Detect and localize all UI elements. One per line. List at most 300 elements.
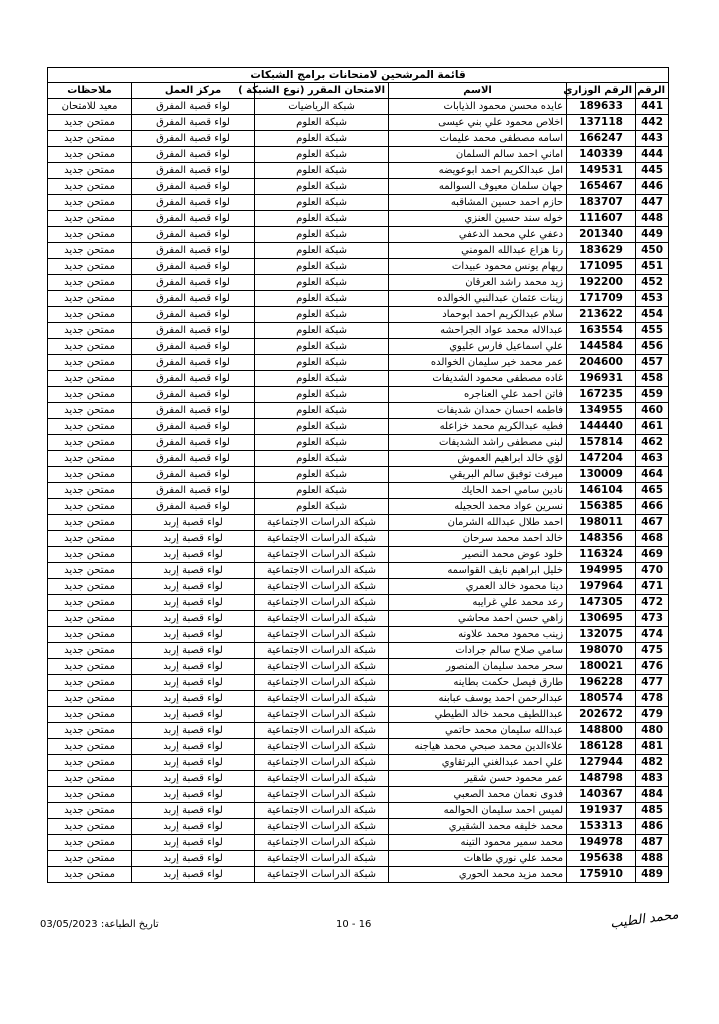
notes-cell: ممتحن جديد bbox=[48, 627, 132, 643]
row-number: 479 bbox=[636, 707, 669, 723]
table-row bbox=[48, 723, 669, 739]
notes-cell: ممتحن جديد bbox=[48, 275, 132, 291]
header-no: الرقم bbox=[636, 83, 669, 99]
work-center: لواء قصبة المفرق bbox=[132, 243, 255, 259]
notes-cell: ممتحن جديد bbox=[48, 227, 132, 243]
candidate-name: عمر محمد خير سليمان الخوالده bbox=[389, 355, 567, 371]
table-row bbox=[48, 643, 669, 659]
notes-cell: ممتحن جديد bbox=[48, 867, 132, 883]
row-number: 473 bbox=[636, 611, 669, 627]
row-number: 448 bbox=[636, 211, 669, 227]
work-center: لواء قصبة إربد bbox=[132, 755, 255, 771]
ministry-number: 180021 bbox=[567, 659, 636, 675]
candidate-name: عبدالله سليمان محمد حاتمي bbox=[389, 723, 567, 739]
work-center: لواء قصبة المفرق bbox=[132, 211, 255, 227]
notes-cell: ممتحن جديد bbox=[48, 403, 132, 419]
table-row bbox=[48, 595, 669, 611]
notes-cell: ممتحن جديد bbox=[48, 595, 132, 611]
ministry-number: 163554 bbox=[567, 323, 636, 339]
header-work-center: مركز العمل bbox=[132, 83, 255, 99]
row-number: 469 bbox=[636, 547, 669, 563]
row-number: 465 bbox=[636, 483, 669, 499]
row-number: 474 bbox=[636, 627, 669, 643]
candidate-name: حازم احمد حسين المشاقبه bbox=[389, 195, 567, 211]
candidate-name: فدوى نعمان محمد الصعبي bbox=[389, 787, 567, 803]
notes-cell: معيد للامتحان bbox=[48, 99, 132, 115]
work-center: لواء قصبة إربد bbox=[132, 515, 255, 531]
exam-network: شبكة العلوم bbox=[255, 483, 389, 499]
row-number: 446 bbox=[636, 179, 669, 195]
candidate-name: عبداللطيف محمد خالد الطيطي bbox=[389, 707, 567, 723]
row-number: 457 bbox=[636, 355, 669, 371]
exam-network: شبكة العلوم bbox=[255, 467, 389, 483]
candidate-name: عايده محسن محمود الذيابات bbox=[389, 99, 567, 115]
ministry-number: 148798 bbox=[567, 771, 636, 787]
row-number: 462 bbox=[636, 435, 669, 451]
exam-network: شبكة الدراسات الاجتماعية bbox=[255, 595, 389, 611]
candidate-name: اسامه مصطفى محمد عليمات bbox=[389, 131, 567, 147]
candidate-name: نسرين عواد محمد الحجيله bbox=[389, 499, 567, 515]
exam-network: شبكة الدراسات الاجتماعية bbox=[255, 691, 389, 707]
table-body bbox=[48, 99, 669, 883]
exam-network: شبكة الرياضيات bbox=[255, 99, 389, 115]
work-center: لواء قصبة المفرق bbox=[132, 387, 255, 403]
table-title: قائمة المرشحين لامتحانات برامج الشبكات bbox=[48, 68, 669, 83]
exam-network: شبكة الدراسات الاجتماعية bbox=[255, 675, 389, 691]
ministry-number: 130695 bbox=[567, 611, 636, 627]
row-number: 441 bbox=[636, 99, 669, 115]
notes-cell: ممتحن جديد bbox=[48, 803, 132, 819]
notes-cell: ممتحن جديد bbox=[48, 451, 132, 467]
notes-cell: ممتحن جديد bbox=[48, 739, 132, 755]
row-number: 472 bbox=[636, 595, 669, 611]
table-row bbox=[48, 371, 669, 387]
row-number: 456 bbox=[636, 339, 669, 355]
notes-cell: ممتحن جديد bbox=[48, 371, 132, 387]
candidate-name: زيد محمد راشد العرقان bbox=[389, 275, 567, 291]
table-row bbox=[48, 803, 669, 819]
table-row bbox=[48, 387, 669, 403]
row-number: 484 bbox=[636, 787, 669, 803]
table-row bbox=[48, 659, 669, 675]
ministry-number: 156385 bbox=[567, 499, 636, 515]
exam-network: شبكة الدراسات الاجتماعية bbox=[255, 755, 389, 771]
candidate-name: خوله سند حسين العنزي bbox=[389, 211, 567, 227]
exam-network: شبكة الدراسات الاجتماعية bbox=[255, 547, 389, 563]
table-row bbox=[48, 211, 669, 227]
row-number: 463 bbox=[636, 451, 669, 467]
work-center: لواء قصبة إربد bbox=[132, 739, 255, 755]
notes-cell: ممتحن جديد bbox=[48, 643, 132, 659]
ministry-number: 147204 bbox=[567, 451, 636, 467]
work-center: لواء قصبة المفرق bbox=[132, 467, 255, 483]
work-center: لواء قصبة المفرق bbox=[132, 403, 255, 419]
table-row bbox=[48, 275, 669, 291]
table-row bbox=[48, 131, 669, 147]
header-exam: الامتحان المقرر (نوع الشبكة ) bbox=[255, 83, 389, 99]
row-number: 451 bbox=[636, 259, 669, 275]
ministry-number: 183707 bbox=[567, 195, 636, 211]
notes-cell: ممتحن جديد bbox=[48, 467, 132, 483]
notes-cell: ممتحن جديد bbox=[48, 195, 132, 211]
candidate-name: محمد علي نوري طاهات bbox=[389, 851, 567, 867]
candidate-name: علاءالدين محمد صبحي محمد هياجنه bbox=[389, 739, 567, 755]
work-center: لواء قصبة إربد bbox=[132, 819, 255, 835]
table-row bbox=[48, 403, 669, 419]
work-center: لواء قصبة المفرق bbox=[132, 483, 255, 499]
ministry-number: 144584 bbox=[567, 339, 636, 355]
candidate-name: لبنى مصطفى راشد الشديفات bbox=[389, 435, 567, 451]
notes-cell: ممتحن جديد bbox=[48, 611, 132, 627]
candidate-name: دينا محمود خالد العمري bbox=[389, 579, 567, 595]
work-center: لواء قصبة المفرق bbox=[132, 163, 255, 179]
work-center: لواء قصبة إربد bbox=[132, 659, 255, 675]
work-center: لواء قصبة إربد bbox=[132, 531, 255, 547]
row-number: 487 bbox=[636, 835, 669, 851]
table-row bbox=[48, 355, 669, 371]
notes-cell: ممتحن جديد bbox=[48, 531, 132, 547]
notes-cell: ممتحن جديد bbox=[48, 163, 132, 179]
candidate-name: سلام عبدالكريم احمد ابوحماد bbox=[389, 307, 567, 323]
exam-network: شبكة العلوم bbox=[255, 403, 389, 419]
row-number: 482 bbox=[636, 755, 669, 771]
candidate-name: غاده مصطفى محمود الشديفات bbox=[389, 371, 567, 387]
table-row bbox=[48, 451, 669, 467]
work-center: لواء قصبة المفرق bbox=[132, 307, 255, 323]
table-row bbox=[48, 819, 669, 835]
exam-network: شبكة العلوم bbox=[255, 291, 389, 307]
table-row bbox=[48, 259, 669, 275]
candidate-name: رنا هزاع عبدالله المومني bbox=[389, 243, 567, 259]
notes-cell: ممتحن جديد bbox=[48, 707, 132, 723]
exam-network: شبكة الدراسات الاجتماعية bbox=[255, 643, 389, 659]
work-center: لواء قصبة إربد bbox=[132, 771, 255, 787]
row-number: 477 bbox=[636, 675, 669, 691]
candidate-name: فاتن احمد علي العناجره bbox=[389, 387, 567, 403]
ministry-number: 144440 bbox=[567, 419, 636, 435]
exam-network: شبكة العلوم bbox=[255, 195, 389, 211]
exam-network: شبكة الدراسات الاجتماعية bbox=[255, 563, 389, 579]
table-row bbox=[48, 499, 669, 515]
candidate-name: زاهي حسن احمد محاشي bbox=[389, 611, 567, 627]
table-row bbox=[48, 339, 669, 355]
candidate-name: جهان سلمان معيوف السوالمه bbox=[389, 179, 567, 195]
candidate-name: ريهام يونس محمود عبيدات bbox=[389, 259, 567, 275]
notes-cell: ممتحن جديد bbox=[48, 547, 132, 563]
work-center: لواء قصبة المفرق bbox=[132, 147, 255, 163]
table-row bbox=[48, 867, 669, 883]
work-center: لواء قصبة إربد bbox=[132, 707, 255, 723]
exam-network: شبكة الدراسات الاجتماعية bbox=[255, 531, 389, 547]
signature: محمد الطيب bbox=[609, 907, 680, 932]
exam-network: شبكة الدراسات الاجتماعية bbox=[255, 835, 389, 851]
notes-cell: ممتحن جديد bbox=[48, 579, 132, 595]
work-center: لواء قصبة المفرق bbox=[132, 499, 255, 515]
candidate-name: اخلاص محمود علي بني عيسى bbox=[389, 115, 567, 131]
notes-cell: ممتحن جديد bbox=[48, 515, 132, 531]
table-row bbox=[48, 147, 669, 163]
ministry-number: 197964 bbox=[567, 579, 636, 595]
notes-cell: ممتحن جديد bbox=[48, 851, 132, 867]
ministry-number: 116324 bbox=[567, 547, 636, 563]
notes-cell: ممتحن جديد bbox=[48, 211, 132, 227]
exam-network: شبكة العلوم bbox=[255, 259, 389, 275]
notes-cell: ممتحن جديد bbox=[48, 723, 132, 739]
exam-network: شبكة العلوم bbox=[255, 499, 389, 515]
page-number: 10 - 16 bbox=[336, 919, 372, 930]
ministry-number: 189633 bbox=[567, 99, 636, 115]
work-center: لواء قصبة المفرق bbox=[132, 371, 255, 387]
candidate-name: دعفي علي محمد الدعفي bbox=[389, 227, 567, 243]
ministry-number: 191937 bbox=[567, 803, 636, 819]
table-row bbox=[48, 115, 669, 131]
row-number: 455 bbox=[636, 323, 669, 339]
work-center: لواء قصبة المفرق bbox=[132, 259, 255, 275]
notes-cell: ممتحن جديد bbox=[48, 659, 132, 675]
ministry-number: 146104 bbox=[567, 483, 636, 499]
ministry-number: 130009 bbox=[567, 467, 636, 483]
table-row bbox=[48, 227, 669, 243]
ministry-number: 153313 bbox=[567, 819, 636, 835]
table-row bbox=[48, 755, 669, 771]
table-row bbox=[48, 563, 669, 579]
work-center: لواء قصبة إربد bbox=[132, 787, 255, 803]
table-row bbox=[48, 419, 669, 435]
exam-network: شبكة العلوم bbox=[255, 275, 389, 291]
exam-network: شبكة الدراسات الاجتماعية bbox=[255, 659, 389, 675]
candidate-name: فاطمه احسان حمدان شديفات bbox=[389, 403, 567, 419]
exam-network: شبكة الدراسات الاجتماعية bbox=[255, 515, 389, 531]
table-row bbox=[48, 243, 669, 259]
row-number: 450 bbox=[636, 243, 669, 259]
notes-cell: ممتحن جديد bbox=[48, 499, 132, 515]
exam-network: شبكة الدراسات الاجتماعية bbox=[255, 707, 389, 723]
table-row bbox=[48, 675, 669, 691]
candidate-name: رعد محمد علي غرايبه bbox=[389, 595, 567, 611]
candidate-name: زينب محمود محمد علاونه bbox=[389, 627, 567, 643]
work-center: لواء قصبة المفرق bbox=[132, 179, 255, 195]
candidate-name: فطيه عبدالكريم محمد خزاعله bbox=[389, 419, 567, 435]
exam-network: شبكة العلوم bbox=[255, 179, 389, 195]
notes-cell: ممتحن جديد bbox=[48, 419, 132, 435]
notes-cell: ممتحن جديد bbox=[48, 339, 132, 355]
table-row bbox=[48, 195, 669, 211]
exam-network: شبكة الدراسات الاجتماعية bbox=[255, 787, 389, 803]
exam-network: شبكة العلوم bbox=[255, 243, 389, 259]
table-row bbox=[48, 787, 669, 803]
exam-network: شبكة الدراسات الاجتماعية bbox=[255, 803, 389, 819]
ministry-number: 196228 bbox=[567, 675, 636, 691]
notes-cell: ممتحن جديد bbox=[48, 355, 132, 371]
exam-network: شبكة الدراسات الاجتماعية bbox=[255, 627, 389, 643]
row-number: 466 bbox=[636, 499, 669, 515]
candidate-name: خليل ابراهيم نايف القواسمه bbox=[389, 563, 567, 579]
candidate-name: ميرفت توفيق سالم البريقي bbox=[389, 467, 567, 483]
notes-cell: ممتحن جديد bbox=[48, 835, 132, 851]
notes-cell: ممتحن جديد bbox=[48, 771, 132, 787]
candidate-name: محمد خليفه محمد الشقيري bbox=[389, 819, 567, 835]
row-number: 468 bbox=[636, 531, 669, 547]
header-ministry-number: الرقم الوزاري bbox=[567, 83, 636, 99]
exam-network: شبكة العلوم bbox=[255, 163, 389, 179]
exam-network: شبكة العلوم bbox=[255, 451, 389, 467]
ministry-number: 198070 bbox=[567, 643, 636, 659]
header-name: الاسم bbox=[389, 83, 567, 99]
work-center: لواء قصبة إربد bbox=[132, 547, 255, 563]
row-number: 447 bbox=[636, 195, 669, 211]
candidate-name: نادين سامي احمد الحايك bbox=[389, 483, 567, 499]
candidate-name: خلود عوض محمد النصير bbox=[389, 547, 567, 563]
ministry-number: 157814 bbox=[567, 435, 636, 451]
ministry-number: 167235 bbox=[567, 387, 636, 403]
row-number: 489 bbox=[636, 867, 669, 883]
ministry-number: 171095 bbox=[567, 259, 636, 275]
exam-network: شبكة الدراسات الاجتماعية bbox=[255, 851, 389, 867]
row-number: 475 bbox=[636, 643, 669, 659]
row-number: 442 bbox=[636, 115, 669, 131]
work-center: لواء قصبة المفرق bbox=[132, 291, 255, 307]
table-row bbox=[48, 435, 669, 451]
table-row bbox=[48, 291, 669, 307]
candidate-name: عبدالرحمن احمد يوسف عبابنه bbox=[389, 691, 567, 707]
work-center: لواء قصبة المفرق bbox=[132, 419, 255, 435]
ministry-number: 180574 bbox=[567, 691, 636, 707]
notes-cell: ممتحن جديد bbox=[48, 787, 132, 803]
notes-cell: ممتحن جديد bbox=[48, 323, 132, 339]
table-row bbox=[48, 163, 669, 179]
table-row bbox=[48, 467, 669, 483]
work-center: لواء قصبة المفرق bbox=[132, 99, 255, 115]
table-row bbox=[48, 627, 669, 643]
ministry-number: 140339 bbox=[567, 147, 636, 163]
notes-cell: ممتحن جديد bbox=[48, 243, 132, 259]
work-center: لواء قصبة المفرق bbox=[132, 115, 255, 131]
candidate-name: زينات عثمان عبدالنبي الخوالده bbox=[389, 291, 567, 307]
ministry-number: 204600 bbox=[567, 355, 636, 371]
header-notes: ملاحظات bbox=[48, 83, 132, 99]
exam-network: شبكة العلوم bbox=[255, 211, 389, 227]
exam-network: شبكة العلوم bbox=[255, 419, 389, 435]
notes-cell: ممتحن جديد bbox=[48, 755, 132, 771]
notes-cell: ممتحن جديد bbox=[48, 131, 132, 147]
table-row bbox=[48, 179, 669, 195]
notes-cell: ممتحن جديد bbox=[48, 819, 132, 835]
row-number: 483 bbox=[636, 771, 669, 787]
row-number: 470 bbox=[636, 563, 669, 579]
work-center: لواء قصبة إربد bbox=[132, 691, 255, 707]
table-row bbox=[48, 531, 669, 547]
exam-network: شبكة العلوم bbox=[255, 115, 389, 131]
row-number: 488 bbox=[636, 851, 669, 867]
work-center: لواء قصبة إربد bbox=[132, 563, 255, 579]
work-center: لواء قصبة إربد bbox=[132, 723, 255, 739]
row-number: 478 bbox=[636, 691, 669, 707]
candidate-name: لميس احمد سليمان الحوالمه bbox=[389, 803, 567, 819]
work-center: لواء قصبة إربد bbox=[132, 611, 255, 627]
ministry-number: 148800 bbox=[567, 723, 636, 739]
exam-network: شبكة الدراسات الاجتماعية bbox=[255, 579, 389, 595]
notes-cell: ممتحن جديد bbox=[48, 691, 132, 707]
table-title-row bbox=[48, 68, 669, 83]
table-row bbox=[48, 547, 669, 563]
ministry-number: 195638 bbox=[567, 851, 636, 867]
ministry-number: 201340 bbox=[567, 227, 636, 243]
candidate-name: سامي صلاح سالم جرادات bbox=[389, 643, 567, 659]
candidate-name: لؤي خالد ابراهيم العموش bbox=[389, 451, 567, 467]
row-number: 486 bbox=[636, 819, 669, 835]
row-number: 480 bbox=[636, 723, 669, 739]
candidate-name: علي اسماعيل فارس عليوي bbox=[389, 339, 567, 355]
row-number: 461 bbox=[636, 419, 669, 435]
candidate-name: خالد احمد محمد سرحان bbox=[389, 531, 567, 547]
candidate-name: احمد طلال عبدالله الشرمان bbox=[389, 515, 567, 531]
notes-cell: ممتحن جديد bbox=[48, 147, 132, 163]
work-center: لواء قصبة إربد bbox=[132, 579, 255, 595]
exam-network: شبكة العلوم bbox=[255, 147, 389, 163]
table-row bbox=[48, 835, 669, 851]
work-center: لواء قصبة المفرق bbox=[132, 339, 255, 355]
table-row bbox=[48, 691, 669, 707]
exam-network: شبكة الدراسات الاجتماعية bbox=[255, 867, 389, 883]
ministry-number: 198011 bbox=[567, 515, 636, 531]
table-row bbox=[48, 707, 669, 723]
row-number: 454 bbox=[636, 307, 669, 323]
work-center: لواء قصبة المفرق bbox=[132, 131, 255, 147]
table-row bbox=[48, 851, 669, 867]
row-number: 449 bbox=[636, 227, 669, 243]
notes-cell: ممتحن جديد bbox=[48, 291, 132, 307]
row-number: 471 bbox=[636, 579, 669, 595]
work-center: لواء قصبة المفرق bbox=[132, 435, 255, 451]
ministry-number: 196931 bbox=[567, 371, 636, 387]
row-number: 452 bbox=[636, 275, 669, 291]
exam-network: شبكة العلوم bbox=[255, 355, 389, 371]
ministry-number: 165467 bbox=[567, 179, 636, 195]
work-center: لواء قصبة إربد bbox=[132, 627, 255, 643]
exam-network: شبكة الدراسات الاجتماعية bbox=[255, 739, 389, 755]
candidate-name: علي احمد عبدالغني البرتقاوي bbox=[389, 755, 567, 771]
row-number: 467 bbox=[636, 515, 669, 531]
candidate-name: امل عبدالكريم احمد ابوعويضه bbox=[389, 163, 567, 179]
ministry-number: 134955 bbox=[567, 403, 636, 419]
work-center: لواء قصبة إربد bbox=[132, 675, 255, 691]
candidate-name: محمد سمير محمود التينه bbox=[389, 835, 567, 851]
work-center: لواء قصبة المفرق bbox=[132, 323, 255, 339]
ministry-number: 166247 bbox=[567, 131, 636, 147]
work-center: لواء قصبة إربد bbox=[132, 851, 255, 867]
work-center: لواء قصبة المفرق bbox=[132, 275, 255, 291]
table-row bbox=[48, 611, 669, 627]
table-header-row bbox=[48, 83, 669, 99]
ministry-number: 147305 bbox=[567, 595, 636, 611]
work-center: لواء قصبة إربد bbox=[132, 867, 255, 883]
table-row bbox=[48, 515, 669, 531]
table-row bbox=[48, 323, 669, 339]
notes-cell: ممتحن جديد bbox=[48, 675, 132, 691]
row-number: 443 bbox=[636, 131, 669, 147]
exam-network: شبكة العلوم bbox=[255, 339, 389, 355]
work-center: لواء قصبة إربد bbox=[132, 835, 255, 851]
work-center: لواء قصبة المفرق bbox=[132, 451, 255, 467]
ministry-number: 127944 bbox=[567, 755, 636, 771]
candidate-name: طارق فيصل حكمت بطاينه bbox=[389, 675, 567, 691]
ministry-number: 111607 bbox=[567, 211, 636, 227]
table-row bbox=[48, 579, 669, 595]
ministry-number: 148356 bbox=[567, 531, 636, 547]
row-number: 476 bbox=[636, 659, 669, 675]
candidate-name: اماني احمد سالم السلمان bbox=[389, 147, 567, 163]
notes-cell: ممتحن جديد bbox=[48, 387, 132, 403]
